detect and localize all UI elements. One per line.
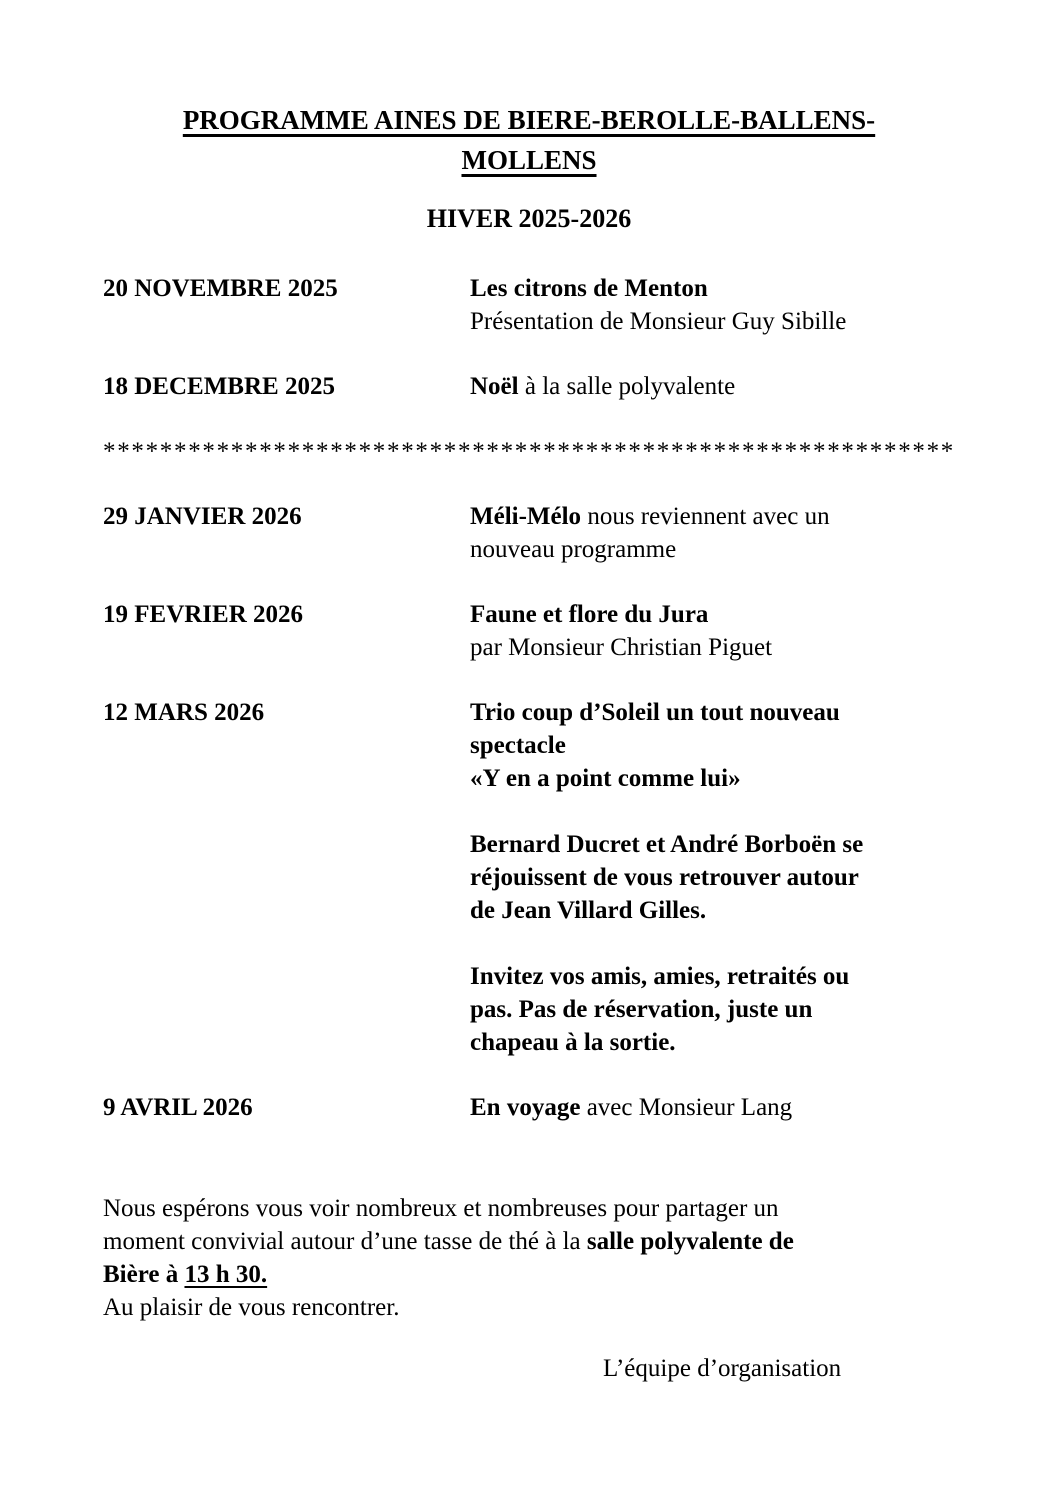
event-detail-line: Bernard Ducret et André Borboën se xyxy=(470,831,864,858)
event-date: 29 JANVIER 2026 xyxy=(103,503,302,530)
document-title-line1: PROGRAMME AINES DE BIERE-BEROLLE-BALLENS- xyxy=(182,105,876,135)
event-detail-line: de Jean Villard Gilles. xyxy=(470,897,707,924)
event-row-mars xyxy=(103,696,955,1059)
event-title: Les citrons de Menton xyxy=(470,275,708,302)
event-detail-line: Invitez vos amis, amies, retraités ou xyxy=(470,963,850,990)
closing-line: Nous espérons vous voir nombreux et nombreuses pour partager un xyxy=(103,1195,779,1222)
event-row-novembre xyxy=(103,272,955,338)
closing-paragraph xyxy=(103,1192,955,1324)
event-description xyxy=(470,272,955,338)
event-detail: Présentation de Monsieur Guy Sibille xyxy=(470,308,847,335)
event-row-janvier xyxy=(103,500,955,566)
event-detail-line: pas. Pas de réservation, juste un xyxy=(470,996,813,1023)
event-title-paragraph xyxy=(470,696,955,795)
event-row-decembre xyxy=(103,370,955,403)
event-date: 19 FEVRIER 2026 xyxy=(103,601,304,628)
closing-farewell: Au plaisir de vous rencontrer. xyxy=(103,1294,400,1321)
event-detail-line: chapeau à la sortie. xyxy=(470,1029,676,1056)
event-title: Méli-Mélo xyxy=(470,503,582,530)
event-detail-inline: à la salle polyvalente xyxy=(518,373,736,400)
document-title-line2: MOLLENS xyxy=(461,145,597,175)
event-detail-inline: avec Monsieur Lang xyxy=(580,1094,793,1121)
event-title-line: spectacle xyxy=(470,732,566,759)
event-show-name: «Y en a point comme lui» xyxy=(470,765,741,792)
closing-venue-bold: salle polyvalente de xyxy=(586,1228,794,1255)
event-date: 20 NOVEMBRE 2025 xyxy=(103,275,338,302)
event-detail-inline: nous reviennent avec un xyxy=(581,503,830,530)
closing-line: moment convivial autour d’une tasse de thé à la xyxy=(103,1228,587,1255)
document-title xyxy=(103,100,955,180)
event-date: 9 AVRIL 2026 xyxy=(103,1094,253,1121)
event-date: 12 MARS 2026 xyxy=(103,699,265,726)
event-title-line: Trio coup d’Soleil un tout nouveau xyxy=(470,699,840,726)
event-invitation-paragraph xyxy=(470,960,955,1059)
event-description xyxy=(470,370,955,403)
event-list xyxy=(103,272,955,1124)
asterisk-separator: ************************************************************ xyxy=(103,438,955,465)
event-detail: nouveau programme xyxy=(470,536,677,563)
event-performers-paragraph xyxy=(470,828,955,927)
event-description xyxy=(470,1091,955,1124)
event-row-fevrier xyxy=(103,598,955,664)
season-heading: HIVER 2025-2026 xyxy=(426,204,632,233)
event-title: En voyage xyxy=(470,1094,581,1121)
event-detail-line: réjouissent de vous retrouver autour xyxy=(470,864,859,891)
signature: L’équipe d’organisation xyxy=(603,1355,842,1382)
event-detail: par Monsieur Christian Piguet xyxy=(470,634,773,661)
event-date: 18 DECEMBRE 2025 xyxy=(103,373,335,400)
event-title: Noël xyxy=(470,373,519,400)
closing-time-underlined: 13 h 30. xyxy=(184,1261,268,1288)
event-title: Faune et flore du Jura xyxy=(470,601,709,628)
event-row-avril xyxy=(103,1091,955,1124)
event-description xyxy=(470,696,955,1059)
event-description xyxy=(470,500,955,566)
event-description xyxy=(470,598,955,664)
closing-venue-bold: Bière à xyxy=(103,1261,185,1288)
